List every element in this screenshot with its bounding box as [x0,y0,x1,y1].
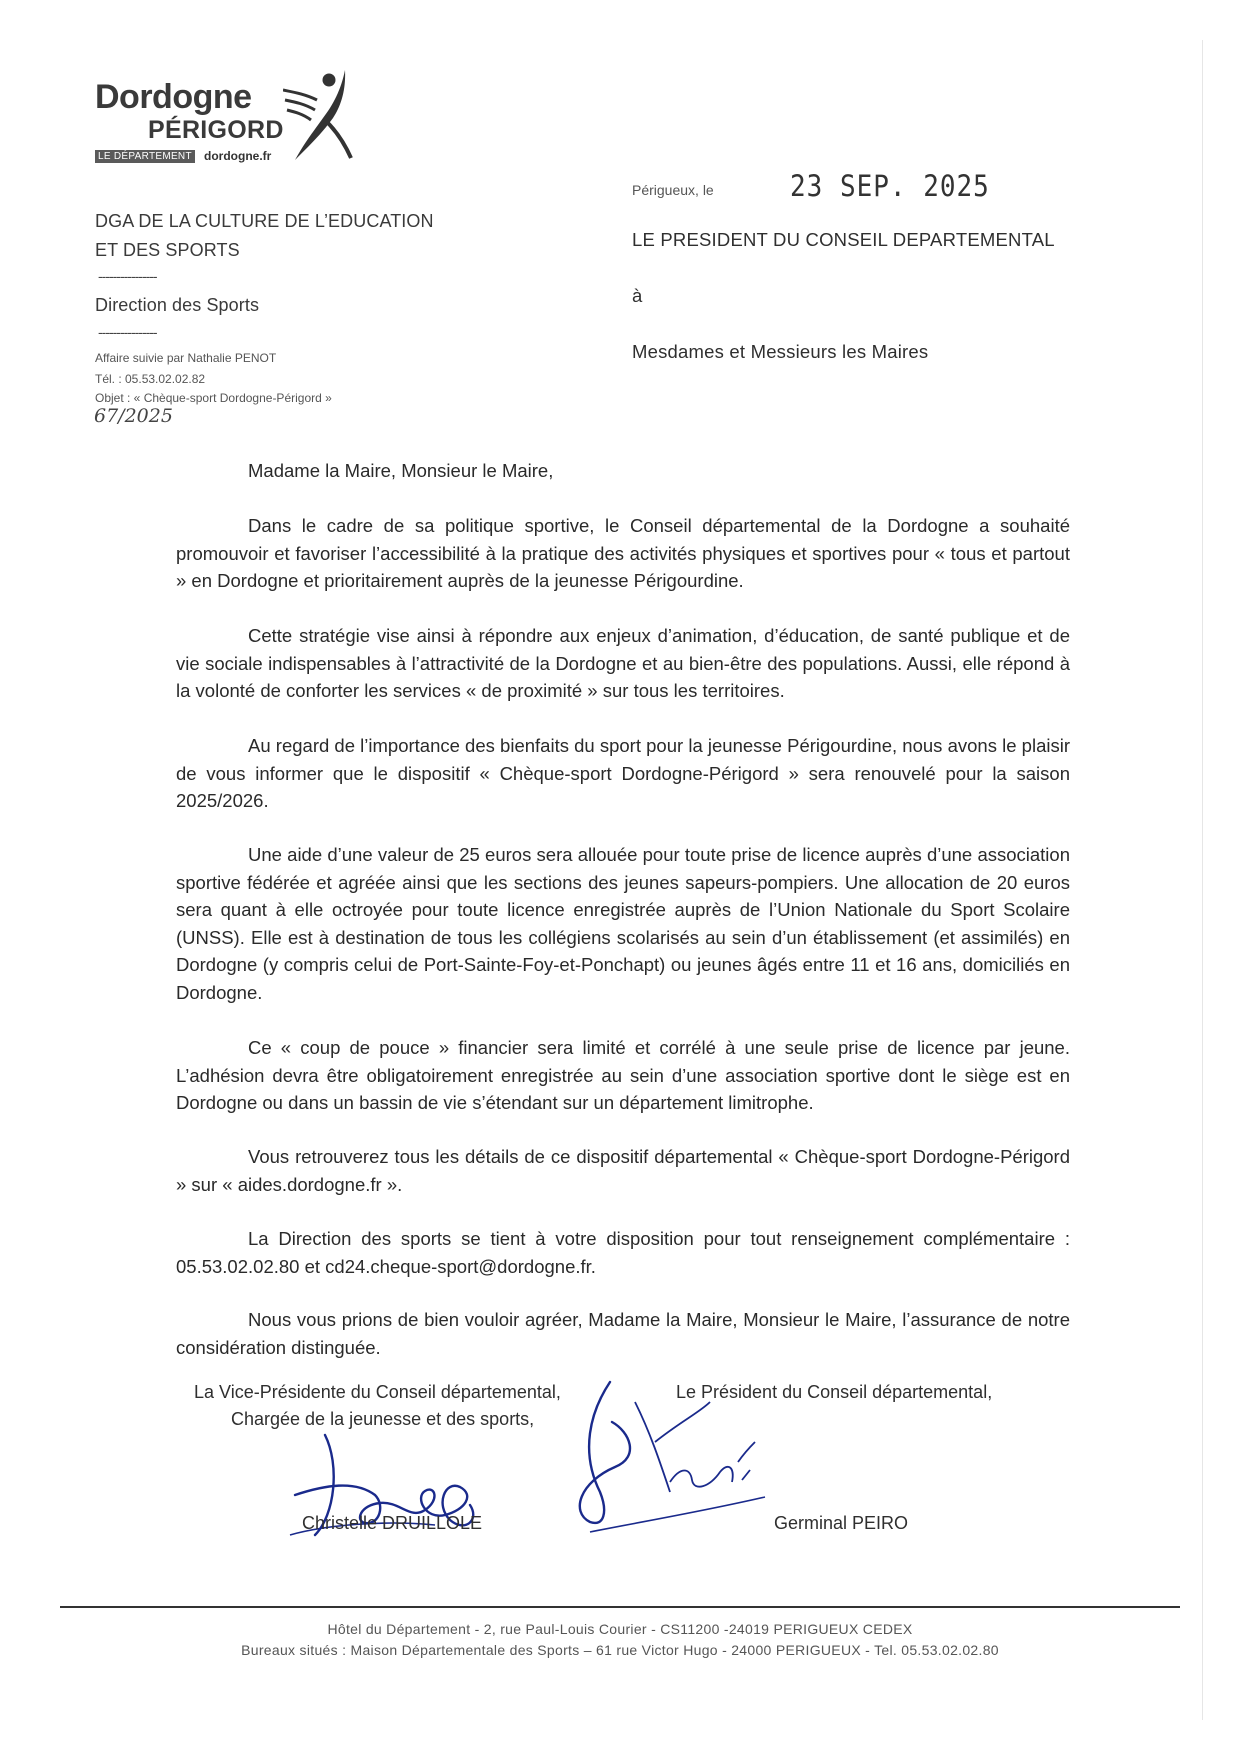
affaire-suivie: Affaire suivie par Nathalie PENOT [95,351,277,365]
president-title: Le Président du Conseil départemental, [676,1382,993,1402]
vice-president-title: La Vice-Présidente du Conseil départemental, [194,1382,561,1402]
scan-edge [1202,40,1203,1720]
separator-dashes-2: ---------------- [98,324,157,340]
paragraph-2: Cette stratégie vise ainsi à répondre aux enjeux d’animation, d’éducation, de santé publique et de vie sociale indispensables à l’attractivité de la Dordogne et au bien-être des populations. Aussi, elle répond à la volonté de conforter les services « de proximité » sur tous les territoires. [176,625,1070,701]
telephone: Tél. : 05.53.02.02.82 [95,372,206,386]
svg-text:67/2025: 67/2025 [94,405,173,427]
paragraph-7: La Direction des sports se tient à votre disposition pour tout renseignement complémentaire : 05.53.02.02.80 et cd24.cheque-sport@dordogne.fr. [176,1228,1070,1277]
dga-line2: ET DES SPORTS [95,240,240,260]
dordogne-perigord-logo [95,70,355,170]
footer-divider [60,1606,1180,1608]
paragraph-1: Dans le cadre de sa politique sportive, le Conseil départemental de la Dordogne a souhaité promouvoir et favoriser l’accessibilité à la pratique des activités physiques et sportives pour « tous et partout » en Dordogne et prioritairement auprès de la jeunesse Périgourdine. [176,515,1070,591]
dga-line1: DGA DE LA CULTURE DE L’EDUCATION [95,211,434,231]
vice-president-name: Christelle DRUILLOLE [302,1513,483,1533]
objet: Objet : « Chèque-sport Dordogne-Périgord » [95,391,332,405]
paragraph-3: Au regard de l’importance des bienfaits du sport pour la jeunesse Périgourdine, nous avons le plaisir de vous informer que le dispositif « Chèque-sport Dordogne-Périgord » sera renouvelé pour la saison 2025/2026. [176,735,1070,811]
date-stamp: 23 SEP. 2025 [790,170,990,204]
from-president: LE PRESIDENT DU CONSEIL DEPARTEMENTAL [632,229,1055,250]
to-word: à [632,285,643,306]
salutation: Madame la Maire, Monsieur le Maire, [248,460,554,481]
direction-sports: Direction des Sports [95,295,260,315]
athlete-figure-icon [283,70,358,165]
paragraph-6: Vous retrouverez tous les détails de ce dispositif départemental « Chèque-sport Dordogne-Périgord » sur « aides.dordogne.fr ». [176,1146,1070,1195]
logo-dordogne-text: Dordogne [95,78,252,116]
vice-president-role: Chargée de la jeunesse et des sports, [231,1409,535,1429]
paragraph-8: Nous vous prions de bien vouloir agréer, Madame la Maire, Monsieur le Maire, l’assurance de notre considération distinguée. [176,1309,1070,1358]
paragraph-4: Une aide d’une valeur de 25 euros sera allouée pour toute prise de licence auprès d’une association sportive fédérée et agréée ainsi que les sections des jeunes sapeurs-pompiers. Une allocation de 20 euros sera quant à elle octroyée pour toute licence enregistrée auprès de l’Union Nationale du Sport Scolaire (UNSS). Elle est à destination de tous les collégiens scolarisés au sein d’un établissement (et assimilés) en Dordogne (y compris celui de Port-Sainte-Foy-et-Ponchapt) ou jeunes âgés entre 11 et 16 ans, domiciliés en Dordogne. [176,844,1070,1003]
logo-site-text: dordogne.fr [204,149,272,163]
place-label: Périgueux, le [632,182,714,198]
footer-offices: Bureaux situés : Maison Départementale des Sports – 61 rue Victor Hugo - 24000 PERIGUEUX - Tel. 05.53.02.02.80 [241,1642,999,1658]
recipients: Mesdames et Messieurs les Maires [632,341,929,362]
logo-departement-tag: LE DÉPARTEMENT [95,150,195,163]
president-name: Germinal PEIRO [774,1513,909,1533]
handwritten-reference [90,400,180,430]
paragraph-5: Ce « coup de pouce » financier sera limité et corrélé à une seule prise de licence par jeune. L’adhésion devra être obligatoirement enregistrée au sein d’une association sportive dont le siège est en Dordogne ou dans un bassin de vie s’étendant sur un département limitrophe. [176,1037,1070,1113]
separator-dashes: ---------------- [98,268,157,284]
footer-address: Hôtel du Département - 2, rue Paul-Louis Courier - CS11200 -24019 PERIGUEUX CEDEX [327,1621,913,1637]
logo-perigord-text: PÉRIGORD [148,116,284,144]
